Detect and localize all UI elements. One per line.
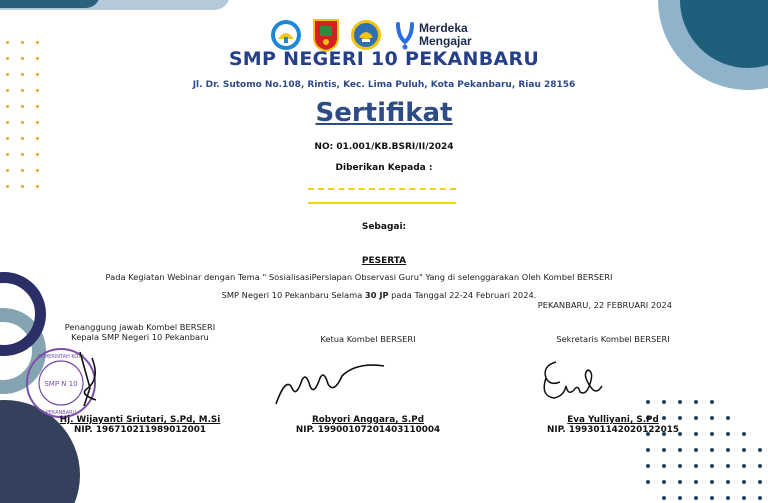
signatory-3-nip: NIP. 199301142020122015 xyxy=(546,425,680,435)
pekanbaru-city-logo-icon xyxy=(310,18,342,52)
school-name: SMP NEGERI 10 PEKANBARU xyxy=(228,48,540,70)
signature-2-icon xyxy=(272,358,390,410)
signatory-2-title-line1: Ketua Kombel BERSERI xyxy=(320,334,416,344)
tut-wuri-handayani-logo-icon xyxy=(270,18,302,52)
signatory-3-title xyxy=(513,334,713,344)
signatory-1-title-line1: Penanggung jawab Kombel BERSERI xyxy=(64,322,216,332)
signatory-1 xyxy=(40,415,240,435)
signatory-2-nip: NIP. 19900107201403110004 xyxy=(295,425,441,435)
description-line-2-end: pada Tanggal 22-24 Februari 2024. xyxy=(388,290,537,300)
signatory-3-name: Eva Yulliyani, S.Pd xyxy=(567,415,659,425)
svg-text:PEMERINTAH KOTA: PEMERINTAH KOTA xyxy=(37,354,85,360)
certificate-title-text: Sertifikat xyxy=(315,98,453,128)
certificate-number: NO: 01.001/KB.BSRI/II/2024 xyxy=(314,142,454,152)
merdeka-mengajar-logo-icon xyxy=(394,20,416,50)
description-line-1: Pada Kegiatan Webinar dengan Tema " SosialisasiPersiapan Observasi Guru" Yang di selenggarakan Oleh Kombel BERSERI xyxy=(105,272,613,282)
given-to-label: Diberikan Kepada : xyxy=(335,163,433,173)
decor-top-left-band-dark xyxy=(0,0,100,8)
description-line-2 xyxy=(0,290,758,300)
svg-text:PEKANBARU: PEKANBARU xyxy=(45,410,77,416)
riau-province-logo-icon xyxy=(350,18,382,52)
signature-1-icon xyxy=(70,348,110,410)
as-label: Sebagai: xyxy=(361,222,407,232)
merdeka-logo-line2: Mengajar xyxy=(419,34,472,48)
svg-text:SMP N 10: SMP N 10 xyxy=(44,380,78,388)
decor-top-right-circle xyxy=(658,0,768,90)
signatory-3-title-line1: Sekretaris Kombel BERSERI xyxy=(556,334,670,344)
signatory-2-title xyxy=(268,334,468,344)
participant-role-text: PESERTA xyxy=(361,256,407,266)
participant-role xyxy=(0,256,768,266)
certificate-title xyxy=(0,98,768,128)
signature-3-icon xyxy=(540,356,604,408)
signatory-2 xyxy=(268,415,468,435)
description-hours: 30 JP xyxy=(364,290,389,300)
signatory-1-nip: NIP. 196710211989012001 xyxy=(73,425,207,435)
signatory-1-title xyxy=(40,322,240,342)
merdeka-mengajar-logo xyxy=(394,20,472,50)
merdeka-logo-line1: Merdeka xyxy=(419,21,468,35)
place-and-date: PEKANBARU, 22 FEBRUARI 2024 xyxy=(537,300,672,310)
signatory-1-name: Hj. Wijayanti Sriutari, S.Pd, M.Si xyxy=(59,415,221,425)
school-address: Jl. Dr. Sutomo No.108, Rintis, Kec. Lima Puluh, Kota Pekanbaru, Riau 28156 xyxy=(192,80,576,90)
signatory-2-name: Robyori Anggara, S.Pd xyxy=(311,415,424,425)
signatory-3 xyxy=(513,415,713,435)
description-line-2-start: SMP Negeri 10 Pekanbaru Selama xyxy=(221,290,365,300)
recipient-name-field xyxy=(308,188,456,204)
signatory-1-title-line2: Kepala SMP Negeri 10 Pekanbaru xyxy=(71,332,209,342)
